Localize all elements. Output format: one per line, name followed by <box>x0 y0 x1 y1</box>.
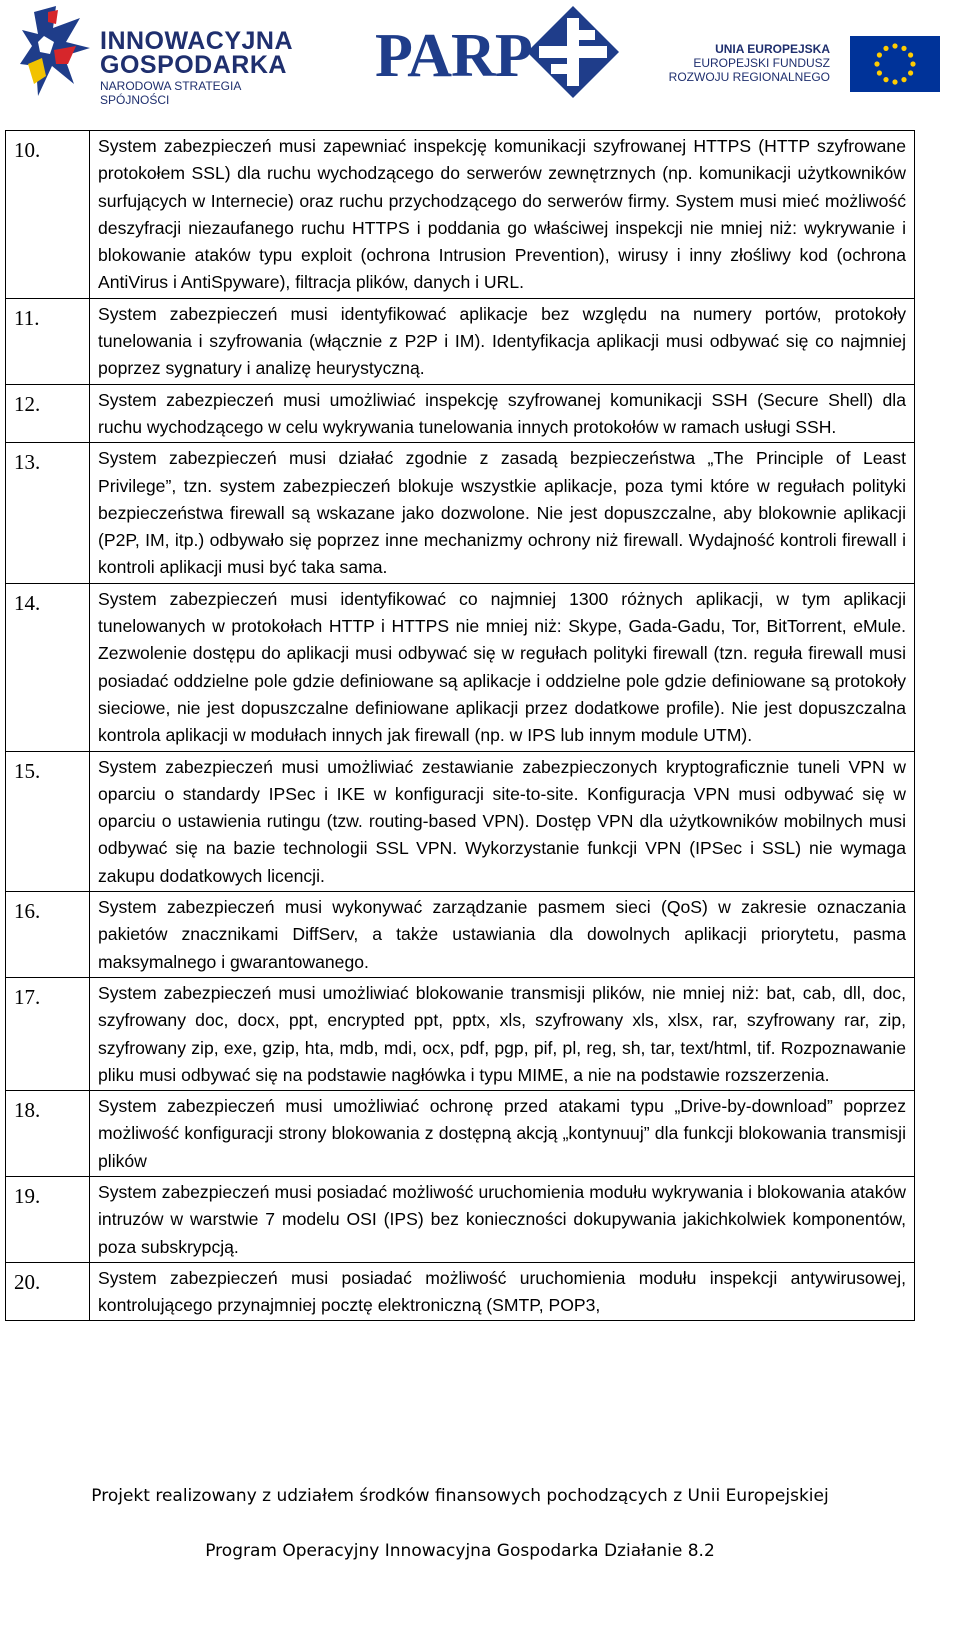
row-text: System zabezpieczeń musi identyfikować co najmniej 1300 różnych aplikacji, w tym aplikacji tunelowanych w protokołach HTTP i HTTPS nie mniej niż: Skype, Gada-Gadu, Tor, BitTorrent, eMule. Zezwolenie dostępu do aplikacji musi odbywać się w regułach polityki firewall (tzn. reguła firewall musi posiadać oddzielne pole gdzie definiowane są aplikacje i oddzielne pole gdzie definiowane są protokoły sieciowe, nie jest dopuszczalne definiowane aplikacji przez dodatkowe profile). Nie jest dopuszczalna kontrola aplikacji w modułach innych jak firewall (np. w IPS lub innym module UTM). <box>90 583 915 751</box>
page-header <box>0 0 960 105</box>
requirements-table-body <box>6 131 915 1321</box>
innowacyjna-gospodarka-logo <box>20 6 310 107</box>
row-text: System zabezpieczeń musi umożliwiać ochronę przed atakami typu „Drive-by-download” poprzez możliwość konfiguracji strony blokowania z dostępną akcją „kontynuuj” dla funkcji blokowania transmisji plików <box>90 1091 915 1177</box>
parp-logo-text: PARP <box>375 22 532 90</box>
eu-logo <box>668 34 940 94</box>
table-row <box>6 583 915 751</box>
row-number: 16. <box>6 892 90 978</box>
parp-logo <box>375 6 635 101</box>
row-number: 17. <box>6 977 90 1090</box>
table-row <box>6 977 915 1090</box>
row-text: System zabezpieczeń musi umożliwiać zestawianie zabezpieczonych kryptograficznie tuneli VPN w oparciu o standardy IPSec i IKE w konfiguracji site-to-site. Konfiguracja VPN musi odbywać się w oparciu o ustawienia rutingu (tzw. routing-based VPN). Dostęp VPN dla użytkowników mobilnych musi odbywać się na bazie technologii SSL VPN. Wykorzystanie funkcji VPN (IPSec i SSL) nie wymaga zakupu dodatkowych licencji. <box>90 751 915 891</box>
ig-logo-line3: NARODOWA STRATEGIA SPÓJNOŚCI <box>100 79 241 107</box>
row-text: System zabezpieczeń musi posiadać możliwość uruchomienia modułu wykrywania i blokowania ataków intruzów w warstwie 7 modelu OSI (IPS) bez konieczności dokupywania jakichkolwiek komponentów, poza subskrypcją. <box>90 1176 915 1262</box>
row-number: 20. <box>6 1262 90 1321</box>
requirements-table <box>5 130 915 1321</box>
table-row <box>6 443 915 583</box>
eu-flag-icon <box>850 36 940 92</box>
row-text: System zabezpieczeń musi identyfikować aplikacje bez względu na numery portów, protokoły tunelowania i szyfrowania (włącznie z P2P i IM). Identyfikacja aplikacji musi odbywać się co najmniej poprzez sygnatury i analizę heurystyczną. <box>90 298 915 384</box>
ig-logo-line1: INNOWACYJNA <box>100 27 294 55</box>
row-number: 18. <box>6 1091 90 1177</box>
row-text: System zabezpieczeń musi wykonywać zarządzanie pasmem sieci (QoS) w zakresie oznaczania pakietów znacznikami DiffServ, a także ustawiania dla dowolnych aplikacji priorytetu, pasma maksymalnego i gwarantowanego. <box>90 892 915 978</box>
ig-star-icon <box>20 6 90 96</box>
row-number: 11. <box>6 298 90 384</box>
parp-diamond-icon <box>527 6 619 98</box>
footer-line2: Program Operacyjny Innowacyjna Gospodarka Działanie 8.2 <box>205 1541 715 1561</box>
row-text: System zabezpieczeń musi działać zgodnie z zasadą bezpieczeństwa „The Principle of Least Privilege”, tzn. system zabezpieczeń blokuje wszystkie aplikacje, poza tymi które w regułach polityki bezpieczeństwa firewall są wskazane jako dozwolone. Nie jest dopuszczalne, aby blokownie aplikacji (P2P, IM, itp.) odbywało się poprzez inne mechanizmy ochrony niż firewall. Wydajność kontroli firewall i kontroli aplikacji musi być taka sama. <box>90 443 915 583</box>
row-number: 15. <box>6 751 90 891</box>
eu-logo-line1: UNIA EUROPEJSKA <box>715 42 830 56</box>
row-text: System zabezpieczeń musi umożliwiać inspekcję szyfrowanej komunikacji SSH (Secure Shell) dla ruchu wychodzącego w celu wykrywania tunelowania innych protokołów w ramach usługi SSH. <box>90 384 915 443</box>
table-row <box>6 384 915 443</box>
row-number: 10. <box>6 131 90 299</box>
table-row <box>6 1176 915 1262</box>
row-number: 12. <box>6 384 90 443</box>
ig-logo-line2: GOSPODARKA <box>100 51 287 79</box>
row-number: 19. <box>6 1176 90 1262</box>
table-row <box>6 1091 915 1177</box>
row-number: 13. <box>6 443 90 583</box>
eu-logo-line3: ROZWOJU REGIONALNEGO <box>668 70 830 84</box>
table-row <box>6 751 915 891</box>
table-row <box>6 892 915 978</box>
footer-line1: Projekt realizowany z udziałem środków finansowych pochodzących z Unii Europejskiej <box>91 1486 829 1506</box>
eu-logo-line2: EUROPEJSKI FUNDUSZ <box>693 56 830 70</box>
row-text: System zabezpieczeń musi zapewniać inspekcję komunikacji szyfrowanej HTTPS (HTTP szyfrowane protokołem SSL) dla ruchu wychodzącego do serwerów zewnętrznych (np. komunikacji użytkowników surfujących w Internecie) oraz ruchu przychodzącego do serwerów firmy. System musi mieć możliwość deszyfracji niezaufanego ruchu HTTPS i poddania go właściwej inspekcji nie mniej niż: wykrywanie i blokowanie ataków typu exploit (ochrona Intrusion Prevention), wirusy i inny złośliwy kod (ochrona AntiVirus i AntiSpyware), filtracja plików, danych i URL. <box>90 131 915 299</box>
table-row <box>6 131 915 299</box>
row-text: System zabezpieczeń musi umożliwiać blokowanie transmisji plików, nie mniej niż: bat, cab, dll, doc, szyfrowany doc, docx, ppt, encrypted ppt, pptx, xls, szyfrowany xls, xlsx, rar, szyfrowany rar, zip, szyfrowany zip, exe, gzip, hta, mdb, mdi, ocx, pdf, pgp, pif, pl, reg, sh, tar, text/html, tif. Rozpoznawanie pliku musi odbywać się na podstawie nagłówka i typu MIME, a nie na podstawie rozszerzenia. <box>90 977 915 1090</box>
row-number: 14. <box>6 583 90 751</box>
row-text: System zabezpieczeń musi posiadać możliwość uruchomienia modułu inspekcji antywirusowej, kontrolującego przynajmniej pocztę elektroniczną (SMTP, POP3, <box>90 1262 915 1321</box>
table-row <box>6 1262 915 1321</box>
table-row <box>6 298 915 384</box>
